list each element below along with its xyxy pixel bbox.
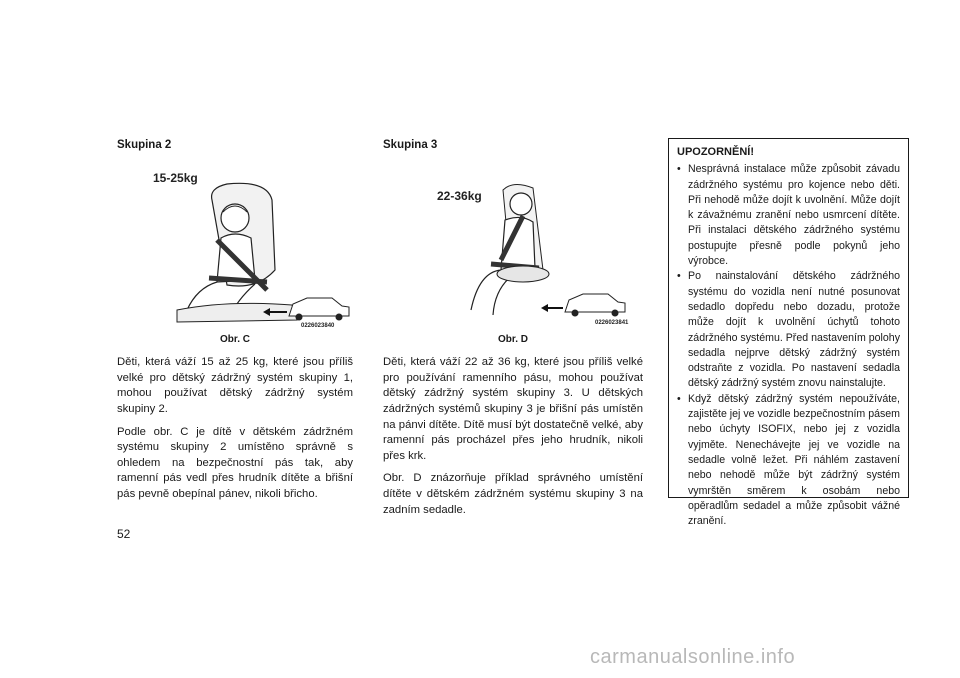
figure-d <box>383 160 643 330</box>
warning-item: • Po nainstalování dětského zádržného systému do vozidla není nutné posunovat sedadlo dopředu nebo dozadu, protože může dojít k uvolnění úchytů tohoto zádržného systému. Před nastavením polohy sedadla nejprve dětský zádržný systém odstraňte z vozidla. Po nastavení sedadla dětský zádržný systém znovu nainstalujte. <box>677 269 900 391</box>
section-heading: Skupina 3 <box>383 139 438 151</box>
child-booster-seat-illustration <box>117 160 353 330</box>
body-paragraph: Podle obr. C je dítě v dětském zádržném systému skupiny 2 umístěno správně s ohledem na bezpečnostní pás tak, aby ramenní pás vedl přes hrudník dítěte a břišní pás pevně obepínal pánev, nikoli břicho. <box>117 425 353 500</box>
section-heading: Skupina 2 <box>117 139 172 151</box>
warning-list <box>677 162 900 529</box>
warning-item: • Když dětský zádržný systém nepoužíváte, zajistěte jej ve vozidle bezpečnostním pásem nebo úchyty ISOFIX, nebo jej z vozidla vyjměte. Nenechávejte jej ve vozidle na sedadle volně ležet. Při náhlém zastavení nebo nehodě může být zádržný systém vymrštěn směrem k osobám nebo opěradlům sedadel a může způsobit vážné zranění. <box>677 392 900 530</box>
page-number: 52 <box>117 527 131 541</box>
warning-box <box>668 138 909 528</box>
warning-title: UPOZORNĚNÍ! <box>677 146 754 158</box>
figure-code: 0226023840 <box>301 322 335 329</box>
figure-caption: Obr. C <box>219 333 250 345</box>
child-booster-cushion-illustration <box>383 160 643 330</box>
warning-item: • Nesprávná instalace může způsobit závadu zádržného systému pro kojence nebo děti. Při nehodě může dojít k uvolnění. Může dojít k závažnému zranění nebo usmrcení dítěte. Při instalaci dětského zádržného systému postupujte přesně podle pokynů jeho výrobce. <box>677 162 900 269</box>
weight-label: 15-25kg <box>153 170 198 185</box>
column-group-2 <box>117 138 353 510</box>
figure-caption: Obr. D <box>497 333 528 345</box>
figure-c <box>117 160 353 330</box>
weight-label: 22-36kg <box>437 188 482 203</box>
body-paragraph: Děti, která váží 15 až 25 kg, které jsou příliš velké pro dětský zádržný systém skupiny 1, mohou používat dětský zádržný systém skupiny 2. <box>117 356 353 415</box>
column-group-3 <box>383 138 643 525</box>
figure-code: 0226023841 <box>595 319 629 326</box>
watermark: carmanualsonline.info <box>590 646 796 668</box>
body-paragraph: Děti, která váží 22 až 36 kg, které jsou příliš velké pro používání ramenního pásu, mohou používat dětský zádržný systém skupiny 3. U dětských zádržných systémů skupiny 3 je břišní pás umístěn na pánvi dítěte. Dítě musí být dostatečně velké, aby ramenní pás procházel přes jeho hrudník, nikoli přes krk. <box>383 356 643 462</box>
body-paragraph: Obr. D znázorňuje příklad správného umístění dítěte v dětském zádržném systému skupiny 3 na zadním sedadle. <box>383 472 643 516</box>
